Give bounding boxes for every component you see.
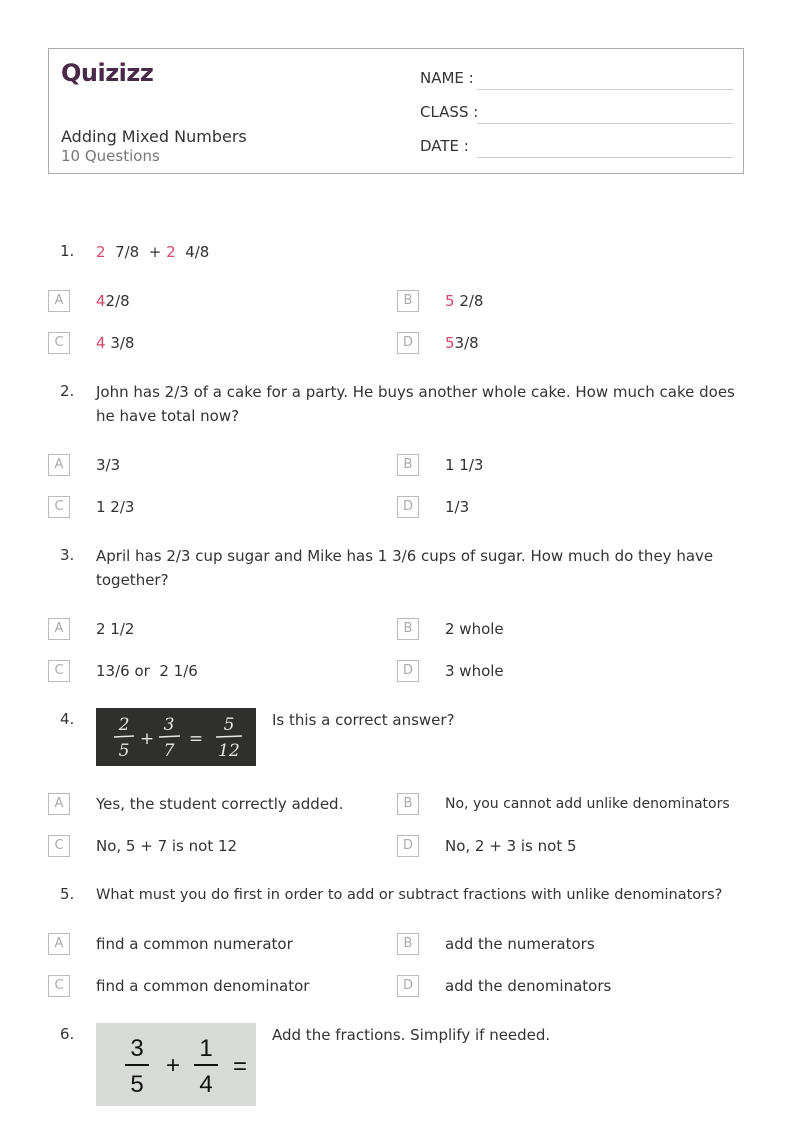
printed-fraction-image [96,1023,256,1106]
option-d-box[interactable]: D [397,496,419,518]
option-b-box[interactable]: B [397,793,419,815]
option-a-box[interactable]: A [48,618,70,640]
chalkboard-fraction-image [96,708,256,766]
fraction-part: 2/8 [105,292,130,310]
question-number: 4. [60,710,75,728]
option-c-box[interactable]: C [48,332,70,354]
option-a-box[interactable]: A [48,290,70,312]
option-d-text[interactable]: 3 whole [445,662,504,680]
expression-part: 7/8 + [105,243,167,261]
worksheet-header [48,48,744,174]
question-text: Add the fractions. Simplify if needed. [272,1026,551,1044]
option-c-box[interactable]: C [48,975,70,997]
option-d-text[interactable]: 1/3 [445,498,470,516]
whole-number: 5 [445,334,455,352]
class-field[interactable] [477,123,733,124]
option-b-text[interactable] [445,290,483,312]
question-number: 5. [60,885,75,903]
option-b-text[interactable]: add the numerators [445,935,595,953]
numerator: 5 [223,715,235,735]
option-c-text[interactable]: No, 5 + 7 is not 12 [96,837,238,855]
option-d-box[interactable]: D [397,332,419,354]
plus-sign: + [165,1052,181,1079]
question-count: 10 Questions [61,147,160,165]
numerator: 1 [199,1035,213,1062]
plus-sign: + [139,729,155,749]
fraction-bar [216,736,242,737]
quizizz-logo: Quizizz [61,59,154,87]
option-a-box[interactable]: A [48,793,70,815]
option-a-text[interactable]: Yes, the student correctly added. [96,795,344,813]
option-d-box[interactable]: D [397,975,419,997]
option-b-text[interactable]: 1 1/3 [445,456,484,474]
fraction-part: 3/8 [454,334,479,352]
option-a-text[interactable]: 2 1/2 [96,620,135,638]
question-number: 2. [60,382,75,400]
option-b-box[interactable]: B [397,933,419,955]
date-label: DATE : [420,137,469,155]
option-a-text[interactable]: find a common numerator [96,935,293,953]
fraction-part: 3/8 [105,334,135,352]
equals-sign: = [188,729,204,749]
question-text: April has 2/3 cup sugar and Mike has 1 3/6 cups of sugar. How much do they have together? [96,547,714,589]
fraction-bar [159,736,180,737]
option-b-text[interactable]: No, you cannot add unlike denominators [445,796,730,812]
whole-number: 4 [96,334,106,352]
denominator: 12 [218,741,240,761]
name-field[interactable] [477,89,733,90]
option-c-text[interactable]: 1 2/3 [96,498,135,516]
numerator: 3 [130,1035,144,1062]
question-number: 3. [60,546,75,564]
denominator: 4 [199,1071,213,1098]
denominator: 7 [163,741,175,761]
question-number: 6. [60,1025,75,1043]
option-c-box[interactable]: C [48,496,70,518]
option-c-text[interactable]: find a common denominator [96,977,310,995]
numerator: 3 [163,715,175,735]
denominator: 5 [130,1071,144,1098]
class-label: CLASS : [420,103,479,121]
worksheet-title: Adding Mixed Numbers [61,127,247,146]
option-a-text[interactable]: 3/3 [96,456,121,474]
question-text [96,240,746,264]
option-c-text[interactable] [96,332,134,354]
question-text: John has 2/3 of a cake for a party. He buys another whole cake. How much cake does he have total now? [96,383,735,425]
option-b-text[interactable]: 2 whole [445,620,504,638]
numerator: 2 [118,715,130,735]
date-field[interactable] [477,157,733,158]
question-number: 1. [60,242,75,260]
printed-equation [96,1023,256,1106]
equals-sign: = [232,1053,248,1080]
option-c-box[interactable]: C [48,660,70,682]
question-text: Is this a correct answer? [272,711,455,729]
option-b-box[interactable]: B [397,290,419,312]
option-d-text[interactable] [445,332,479,354]
option-b-box[interactable]: B [397,618,419,640]
chalkboard-equation [96,708,256,766]
option-d-text[interactable]: No, 2 + 3 is not 5 [445,837,577,855]
denominator: 5 [118,741,130,761]
whole-number: 4 [96,292,106,310]
option-d-box[interactable]: D [397,660,419,682]
option-c-text[interactable]: 13/6 or 2 1/6 [96,662,198,680]
option-c-box[interactable]: C [48,835,70,857]
expression-part: 4/8 [175,243,210,261]
option-a-text[interactable] [96,290,130,312]
whole-number: 2 [96,243,106,261]
fraction-bar [114,736,134,737]
fraction-part: 2/8 [454,292,484,310]
whole-number: 2 [166,243,176,261]
option-d-box[interactable]: D [397,835,419,857]
name-label: NAME : [420,69,474,87]
option-d-text[interactable]: add the denominators [445,977,612,995]
whole-number: 5 [445,292,455,310]
option-a-box[interactable]: A [48,933,70,955]
option-a-box[interactable]: A [48,454,70,476]
option-b-box[interactable]: B [397,454,419,476]
question-text: What must you do first in order to add or subtract fractions with unlike denominators? [96,887,723,903]
